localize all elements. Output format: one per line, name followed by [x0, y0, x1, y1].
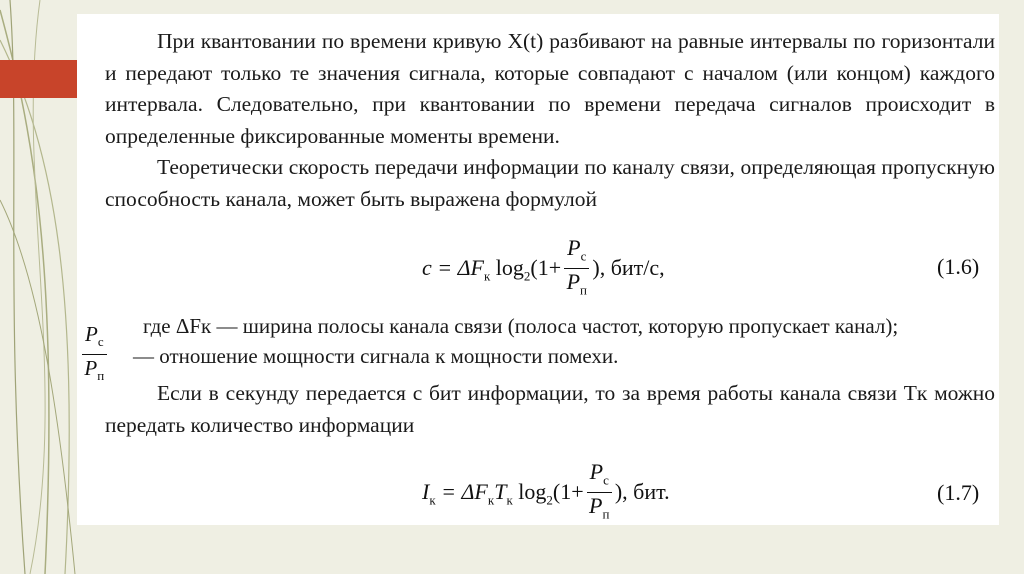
paragraph-theory: Теоретически скорость передачи информации по каналу связи, определяющая пропускную способность канала, может быть выражена формулой: [105, 155, 995, 211]
numerator2: P: [589, 459, 604, 484]
open-paren: (1+: [530, 254, 562, 280]
formula2-t-sub: к: [506, 492, 513, 508]
denominator-sub: п: [580, 282, 587, 298]
where-line-2: — отношение мощности сигнала к мощности помехи.: [133, 344, 619, 368]
numerator-sub: с: [580, 248, 587, 264]
side-numerator-sub: с: [97, 334, 104, 350]
denominator2: P: [589, 493, 603, 519]
formula2-lhs: I: [422, 478, 430, 504]
formula2-log: log: [512, 478, 547, 504]
where-line-1: где ΔFк — ширина полосы канала связи (полоса частот, которую пропускает канал);: [143, 314, 899, 338]
denominator2-sub: п: [602, 506, 610, 522]
formula2-close: ), бит.: [614, 478, 670, 504]
formula-lhs: c = ΔF: [422, 254, 484, 280]
equation-number-1-6: (1.6): [937, 254, 980, 279]
formula2-lhs-sub: к: [429, 492, 436, 508]
fraction2-pc-pp: [587, 460, 612, 528]
paragraph-quantization: При квантовании по времени кривую X(t) разбивают на равные интервалы по горизонтали и передают только те значения сигнала, которые совпадают с началом (или концом) каждого интервала. Следовательно, при квантовании по времени передача сигналов происходит в определенные фиксированные моменты времени.: [105, 29, 995, 148]
formula-close: ), бит/с,: [592, 254, 665, 280]
numerator: P: [567, 235, 581, 260]
paragraph-transmission: Если в секунду передается c бит информации, то за время работы канала связи Tк можно передать количество информации: [105, 381, 995, 437]
equation-number-1-7: (1.7): [937, 480, 980, 505]
fraction-pc-pp: [564, 236, 589, 304]
formula2-t: T: [494, 478, 507, 504]
subscript-k: к: [483, 268, 491, 284]
formula-1-6: [422, 236, 665, 304]
formula2-eq: = ΔF: [435, 478, 488, 504]
formula2-sub-k: к: [487, 492, 495, 508]
numerator2-sub: с: [603, 472, 609, 488]
log-text: log: [490, 254, 524, 280]
denominator: P: [566, 269, 581, 295]
accent-bar: [0, 60, 84, 98]
slide-content: [77, 14, 999, 525]
formula-1-7: [422, 460, 670, 528]
side-denominator-sub: п: [97, 368, 105, 384]
side-denominator: P: [84, 356, 98, 381]
formula2-sub-2: 2: [546, 492, 553, 508]
side-numerator: P: [85, 322, 98, 346]
subscript-2: 2: [523, 268, 531, 284]
formula2-open: (1+: [552, 478, 584, 504]
